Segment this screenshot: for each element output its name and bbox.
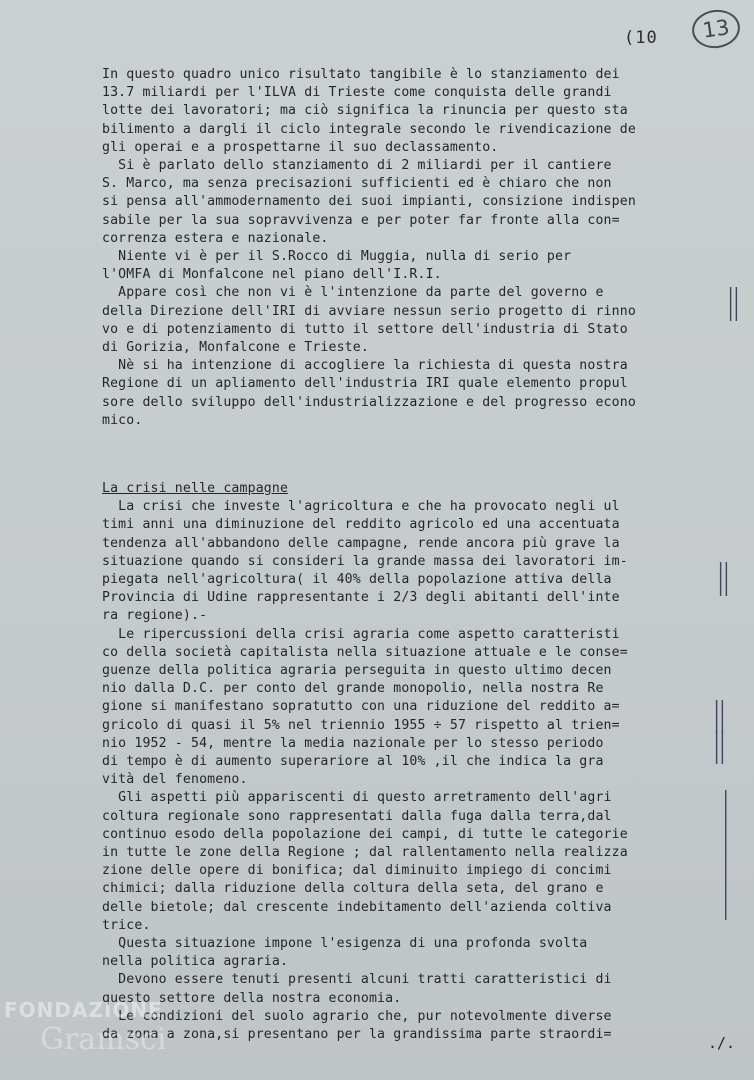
typed-line: sabile per la sua sopravvivenza e per poter far fronte alla con= — [102, 212, 620, 228]
typed-line: trice. — [102, 917, 151, 933]
typed-line: nio dalla D.C. per conto del grande monopolio, nella nostra Re — [102, 681, 604, 697]
margin-mark-1: || — [727, 282, 740, 322]
margin-mark-2: || — [717, 557, 730, 597]
typed-line: Questa situazione impone l'esigenza di una profonda svolta — [102, 936, 588, 952]
typed-line: sore dello sviluppo dell'industrializzazione e del progresso econo — [102, 394, 636, 410]
typed-line: zione delle opere di bonifica; dal diminuito impiego di concimi — [102, 863, 612, 879]
typed-line: guenze della politica agraria perseguita in questo ultimo decen — [102, 663, 612, 679]
typed-line: da zona a zona,si presentano per la grandissima parte straordi= — [102, 1027, 612, 1043]
typed-line: tendenza all'abbandono delle campagne, rende ancora più grave la — [102, 535, 620, 551]
margin-mark-7: | — [722, 849, 729, 889]
typed-line: timi anni una diminuzione del reddito agricolo ed una accentuata — [102, 517, 620, 533]
typed-line: 13.7 miliardi per l'ILVA di Trieste come conquista delle grandi — [102, 85, 612, 101]
typed-line: Appare così che non vi è l'intenzione da parte del governo e — [102, 285, 604, 301]
typed-line: gli operai e a prospettarne il suo declassamento. — [102, 139, 499, 155]
margin-mark-3: || — [713, 695, 726, 735]
typed-line: Niente vi è per il S.Rocco di Muggia, nulla di serio per — [102, 249, 572, 265]
typed-line: in tutte le zone della Regione ; dal rallentamento nella realizza — [102, 845, 628, 861]
typed-line: Gli aspetti più appariscenti di questo arretramento dell'agri — [102, 790, 612, 806]
section-heading: La crisi nelle campagne — [102, 481, 289, 496]
typed-line: situazione quando si consideri la grande massa dei lavoratori im- — [102, 553, 628, 569]
typed-line: La crisi che investe l'agricoltura e che ha provocato negli ul — [102, 499, 620, 515]
typed-line: mico. — [102, 412, 143, 428]
typed-line: In questo quadro unico risultato tangibile è lo stanziamento dei — [102, 67, 620, 82]
text-block-industry — [102, 66, 730, 430]
typed-line: correnza estera e nazionale. — [102, 230, 329, 246]
typed-line: Le condizioni del suolo agrario che, pur notevolmente diverse — [102, 1008, 612, 1024]
typed-line: della Direzione dell'IRI di avviare nessun serio progetto di rinno — [102, 303, 636, 319]
margin-mark-5: | — [722, 785, 729, 825]
typed-line: Devono essere tenuti presenti alcuni tratti caratteristici di — [102, 972, 612, 988]
typed-line: nella politica agraria. — [102, 954, 289, 970]
typed-line: bilimento a dargli il ciclo integrale secondo le rivendicazione de — [102, 121, 636, 137]
typed-line: co della società capitalista nella situazione attuale e le conse= — [102, 644, 628, 660]
typed-line: nio 1952 - 54, mentre la media nazionale per lo stesso periodo — [102, 735, 604, 751]
typed-line: ra regione).- — [102, 608, 208, 624]
margin-mark-6: | — [722, 817, 729, 857]
circled-page-number: 13 — [690, 7, 743, 51]
typed-line: coltura regionale sono rappresentati dalla fuga dalla terra,dal — [102, 808, 612, 824]
typed-line: piegata nell'agricoltura( il 40% della popolazione attiva della — [102, 572, 612, 588]
watermark-logo: Gramsci — [40, 1022, 167, 1057]
typed-line: delle bietole; dal crescente indebitamento dell'azienda coltiva — [102, 899, 612, 915]
typed-line: S. Marco, ma senza precisazioni sufficienti ed è chiaro che non — [102, 176, 612, 192]
typed-line: gione si manifestano sopratutto con una riduzione del reddito a= — [102, 699, 620, 715]
typed-line: gricolo di quasi il 5% nel triennio 1955 ÷ 57 rispetto al trien= — [102, 717, 620, 733]
margin-mark-4: || — [713, 725, 726, 765]
text-block-agriculture — [102, 480, 730, 1044]
typed-line: si pensa all'ammodernamento dei suoi impianti, consizione indispen — [102, 194, 636, 210]
typed-line: Le ripercussioni della crisi agraria come aspetto caratteristi — [102, 626, 620, 642]
typed-line: vità del fenomeno. — [102, 772, 248, 788]
typed-line: Regione di un apliamento dell'industria IRI quale elemento propul — [102, 376, 628, 392]
watermark-text: FONDAZIONE — [4, 998, 163, 1022]
typed-line: di tempo è di aumento superariore al 10% ,il che indica la gra — [102, 754, 604, 770]
continuation-mark: ./. — [708, 1034, 736, 1052]
typed-line: questo settore della nostra economia. — [102, 990, 402, 1006]
typed-line: Nè si ha intenzione di accogliere la richiesta di questa nostra — [102, 358, 628, 374]
typed-line: continuo esodo della popolazione dei campi, di tutte le categorie — [102, 826, 628, 842]
margin-mark-8: | — [722, 881, 729, 921]
typed-line: Si è parlato dello stanziamento di 2 miliardi per il cantiere — [102, 158, 612, 174]
typed-page-number: (10 — [624, 28, 658, 48]
typed-line: lotte dei lavoratori; ma ciò significa la rinuncia per questo sta — [102, 103, 628, 119]
typed-line: chimici; dalla riduzione della coltura della seta, del grano e — [102, 881, 604, 897]
typed-line: di Gorizia, Monfalcone e Trieste. — [102, 340, 369, 356]
typed-line: l'OMFA di Monfalcone nel piano dell'I.R.I. — [102, 267, 442, 283]
typed-line: vo e di potenziamento di tutto il settore dell'industria di Stato — [102, 321, 628, 337]
typed-line: Provincia di Udine rappresentante i 2/3 degli abitanti dell'inte — [102, 590, 620, 606]
